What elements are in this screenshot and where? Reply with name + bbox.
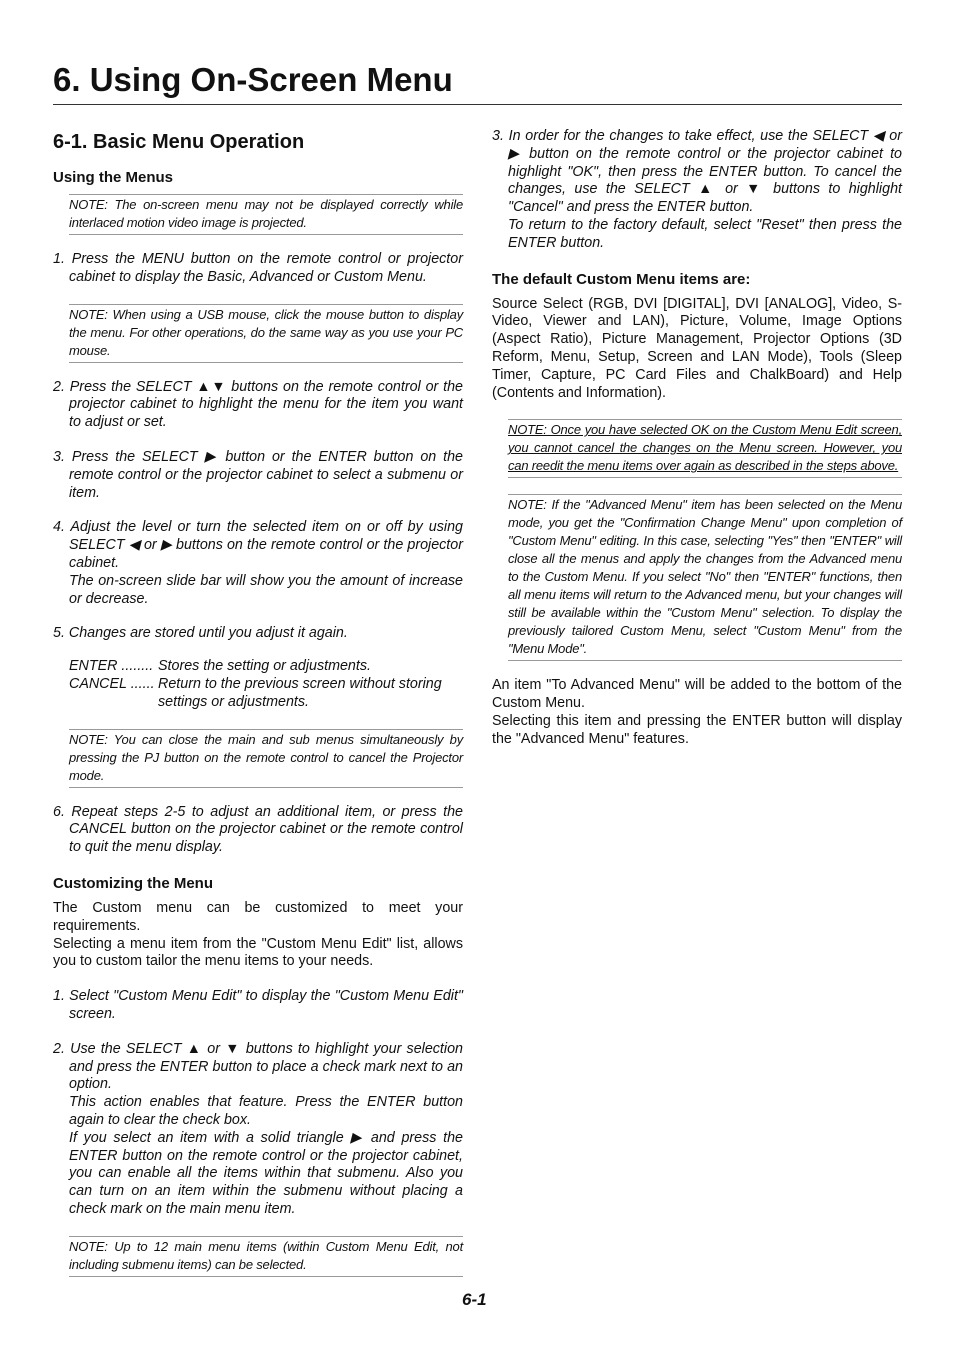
right-column	[492, 128, 902, 766]
chapter-title: 6. Using On-Screen Menu	[53, 58, 902, 105]
customizing-intro-1: The Custom menu can be customized to meet your requirements.	[53, 899, 463, 934]
section-title: 6-1. Basic Menu Operation	[53, 131, 305, 153]
custom-step-2-cont-1: This action enables that feature. Press the ENTER button again to clear the check box.	[69, 1094, 463, 1128]
enter-term: ENTER ........	[69, 658, 154, 675]
default-items-body: Source Select (RGB, DVI [DIGITAL], DVI [ANALOG], Video, S-Video, Viewer and LAN), Picture, Volume, Image Options (Aspect Ratio), Picture Management, Projector Options (3D Reform, Menu, Setup, Screen and LAN Mode), Tools (Sleep Timer, Capture, PC Card Files and ChalkBoard) and Help (Contents and Information).	[492, 295, 902, 401]
note-cannot-cancel: NOTE: Once you have selected OK on the Custom Menu Edit screen, you cannot cancel the changes on the Menu screen. However, you can reedit the menu items over again as described in the steps above.	[508, 419, 902, 478]
custom-step-2	[53, 1041, 463, 1219]
custom-step-1: 1. Select "Custom Menu Edit" to display the "Custom Menu Edit" screen.	[53, 988, 463, 1022]
note-max-items: NOTE: Up to 12 main menu items (within Custom Menu Edit, not including submenu items) can be selected.	[69, 1236, 463, 1277]
advanced-menu-info-1: An item "To Advanced Menu" will be added to the bottom of the Custom Menu.	[492, 677, 902, 712]
advanced-menu-info-2: Selecting this item and pressing the ENTER button will display the "Advanced Menu" features.	[492, 712, 902, 747]
left-column	[53, 128, 463, 1293]
page-number: 6-1	[462, 1290, 487, 1309]
step-5-stored: 5. Changes are stored until you adjust it again.	[53, 625, 348, 642]
cancel-term: CANCEL ......	[69, 675, 155, 692]
using-menus-heading: Using the Menus	[53, 169, 174, 186]
customizing-intro	[53, 900, 463, 971]
step-1-open-menu: 1. Press the MENU button on the remote control or projector cabinet to display the Basic, Advanced or Custom Menu.	[53, 251, 463, 285]
button-definitions	[69, 658, 463, 711]
step-6-repeat: 6. Repeat steps 2-5 to adjust an additional item, or press the CANCEL button on the projector cabinet or the remote control to quit the menu display.	[53, 803, 463, 856]
note-interlaced: NOTE: The on-screen menu may not be displayed correctly while interlaced motion video image is projected.	[69, 194, 463, 235]
step-3-select-submenu: 3. Press the SELECT ▶ button or the ENTER button on the remote control or the projector cabinet to select a submenu or item.	[53, 448, 463, 501]
custom-step-3-text: 3. In order for the changes to take effect, use the SELECT ◀ or ▶ button on the remote control or the projector cabinet to highlight "OK", then press the ENTER button. To cancel the changes, use the SELECT ▲ or ▼ buttons to highlight "Cancel" and press the ENTER button.	[492, 128, 902, 216]
custom-step-3-reset: To return to the factory default, select "Reset" then press the ENTER button.	[508, 216, 902, 251]
customizing-heading: Customizing the Menu	[53, 874, 213, 892]
note-advanced-menu: NOTE: If the "Advanced Menu" item has been selected on the Menu mode, you get the "Confirmation Change Menu" upon completion of "Custom Menu" editing. In this case, selecting "Yes" then "ENTER" will close all the menus and apply the changes from the Advanced menu to the Custom Menu. If you select "No" then "ENTER" functions, then all menu items will return to the Advanced menu, but your changes will still be available within the "Custom Menu" selection. To display the previously tailored Custom Menu, select "Custom Menu" from the "Menu Mode".	[508, 494, 902, 661]
note-usb-mouse: NOTE: When using a USB mouse, click the mouse button to display the menu. For other operations, do the same way as you use your PC mouse.	[69, 304, 463, 363]
enter-desc: Stores the setting or adjustments.	[158, 658, 371, 675]
advanced-menu-item-info	[492, 677, 902, 748]
custom-step-3	[492, 128, 902, 253]
customizing-intro-2: Selecting a menu item from the "Custom Menu Edit" list, allows you to custom tailor the menu items to your needs.	[53, 935, 463, 970]
note-pj-button: NOTE: You can close the main and sub menus simultaneously by pressing the PJ button on the remote control to cancel the Projector mode.	[69, 729, 463, 788]
step-4-adjust	[53, 519, 463, 608]
step-4-text: 4. Adjust the level or turn the selected item on or off by using SELECT ◀ or ▶ buttons on the remote control or the projector cabinet.	[53, 519, 463, 571]
custom-step-2-text: 2. Use the SELECT ▲ or ▼ buttons to highlight your selection and press the ENTER button to place a check mark next to an option.	[53, 1040, 463, 1093]
custom-step-2-cont-2: If you select an item with a solid triangle ▶ and press the ENTER button on the remote control or the projector cabinet, you can enable all the items within that submenu. Also you can turn on an item within the submenu without placing a check mark on the main menu item.	[69, 1129, 463, 1217]
step-4-slide-bar: The on-screen slide bar will show you the amount of increase or decrease.	[69, 572, 463, 607]
cancel-desc: Return to the previous screen without storing settings or adjustments.	[158, 675, 442, 710]
step-2-highlight: 2. Press the SELECT ▲▼ buttons on the remote control or the projector cabinet to highlight the menu for the item you want to adjust or set.	[53, 378, 463, 431]
default-items-heading: The default Custom Menu items are:	[492, 270, 751, 288]
